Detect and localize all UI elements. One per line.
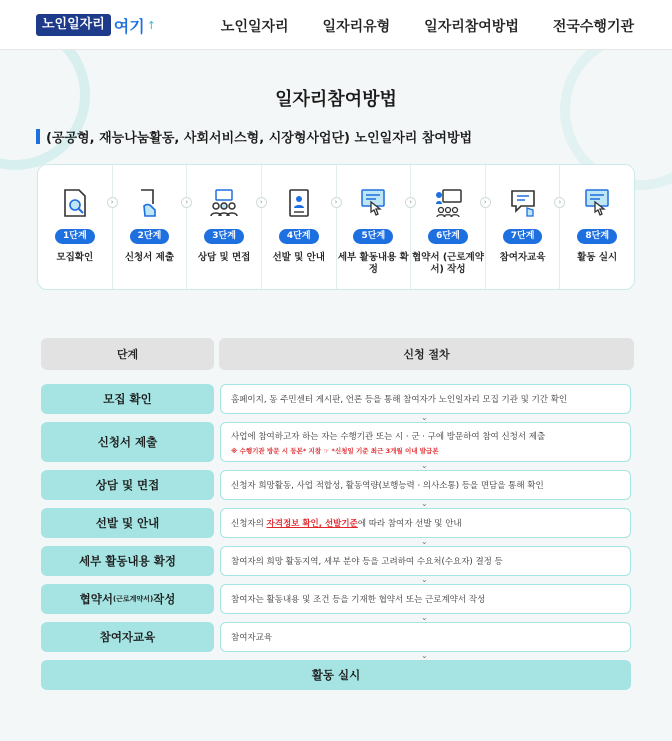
presentation-group-icon [432,187,464,219]
chevron-right-icon: › [405,197,416,208]
row-desc [220,384,631,414]
table-row [41,470,631,508]
step-badge: 8단계 [577,229,617,244]
document-search-icon [59,187,91,219]
chevron-down-icon: ⌄ [421,651,428,660]
section-subtitle [36,127,472,146]
table-row [41,622,631,660]
step-badge: 2단계 [130,229,170,244]
row-desc [220,508,631,538]
chevron-down-icon: ⌄ [421,413,428,422]
table-header [41,338,634,370]
step-badge: 4단계 [279,229,319,244]
step-label: 선발 및 안내 [272,252,325,263]
nav-item-agencies[interactable]: 전국수행기관 [552,19,634,35]
row-desc-text: 참여자의 희망 활동지역, 세부 분야 등을 고려하여 수요처(수요자) 결정 등 [231,557,503,567]
step-strip [37,164,635,290]
id-card-icon [283,187,315,219]
table-row [41,422,631,470]
step-5 [337,165,412,289]
chevron-right-icon: › [107,197,118,208]
site-logo[interactable] [36,13,156,37]
step-badge: 1단계 [55,229,95,244]
table-row [41,508,631,546]
logo-mark: ↑ [146,18,156,32]
click-screen-icon [581,187,613,219]
step-label: 참여자교육 [499,252,546,263]
chevron-right-icon: › [256,197,267,208]
row-desc-text: 홈페이지, 동 주민센터 게시판, 언론 등을 통해 참여자가 노인일자리 모집 기관 및 기간 확인 [231,395,568,405]
row-desc [220,622,631,652]
chevron-down-icon: ⌄ [421,613,428,622]
hand-document-icon [133,187,165,219]
people-meeting-icon [208,187,240,219]
step-4 [262,165,337,289]
chevron-right-icon: › [181,197,192,208]
row-desc [220,422,631,462]
procedure-table [41,384,631,690]
row-label: 모집 확인 [41,384,214,414]
desc-highlight: 자격정보 확인, 선발기준 [266,519,358,529]
nav-item-senior-jobs[interactable]: 노인일자리 [220,19,289,35]
column-header-step: 단계 [41,338,214,370]
row-desc-text: 참여자교육 [231,633,273,643]
step-label: 신청서 제출 [124,252,175,263]
step-badge: 3단계 [204,229,244,244]
step-8 [560,165,634,289]
table-row [41,584,631,622]
step-6 [411,165,486,289]
final-step-activity: 활동 실시 [41,660,631,690]
row-label: 선발 및 안내 [41,508,214,538]
click-screen-icon [357,187,389,219]
step-label: 상담 및 면접 [197,252,251,263]
row-desc-text: 신청자 희망활동, 사업 적합성, 활동역량(보행능력 · 의사소통) 등을 면담을 통해 확인 [231,481,544,491]
row-label [41,584,214,614]
step-3 [187,165,262,289]
row-label: 세부 활동내용 확정 [41,546,214,576]
step-1 [38,165,113,289]
row-desc-text: 참여자는 활동내용 및 조건 등을 기재한 협약서 또는 근로계약서 작성 [231,595,486,605]
desc-text-part: 에 따라 참여자 선발 및 안내 [357,519,462,529]
step-label: 모집확인 [56,252,94,263]
label-part: 작성 [153,592,176,606]
step-2 [113,165,188,289]
main-nav [221,16,634,36]
step-label: 협약서 (근로계약서) 작성 [411,252,484,275]
column-header-procedure: 신청 절차 [219,338,634,370]
row-label: 신청서 제출 [41,422,214,462]
row-note: ※ 수행기관 방문 시 등본* 지참 ☞ *신청일 기준 최근 3개월 이내 발급본 [231,446,439,455]
label-small: (근로계약서) [112,595,154,603]
desc-text-part: 신청자의 [231,519,267,529]
logo-text: 노인일자리 [36,14,111,36]
site-header [0,0,672,50]
table-row [41,384,631,422]
chevron-down-icon: ⌄ [421,499,428,508]
row-desc-text [231,517,620,529]
chevron-down-icon: ⌄ [421,461,428,470]
row-label: 상담 및 면접 [41,470,214,500]
row-desc-text: 사업에 참여하고자 하는 자는 수행기관 또는 시 · 군 · 구에 방문하여 참여 신청서 제출 [231,431,546,442]
step-badge: 7단계 [503,229,543,244]
row-label: 참여자교육 [41,622,214,652]
table-row [41,546,631,584]
nav-item-how-to-join[interactable]: 일자리참여방법 [424,19,519,35]
page-title: 일자리참여방법 [275,89,397,110]
step-badge: 5단계 [353,229,393,244]
row-desc [220,584,631,614]
row-desc [220,546,631,576]
chevron-down-icon: ⌄ [421,537,428,546]
chat-hand-icon [507,187,539,219]
step-7 [486,165,561,289]
chevron-down-icon: ⌄ [421,575,428,584]
logo-accent: 여기 [113,16,145,36]
step-label: 세부 활동내용 확정 [337,252,409,275]
row-desc [220,470,631,500]
chevron-right-icon: › [331,197,342,208]
nav-item-job-types[interactable]: 일자리유형 [322,19,391,35]
title-bar-icon [36,129,40,144]
chevron-right-icon: › [480,197,491,208]
step-label: 활동 실시 [577,252,618,263]
chevron-right-icon: › [554,197,565,208]
section-subtitle-text: (공공형, 재능나눔활동, 사회서비스형, 시장형사업단) 노인일자리 참여방법 [46,131,473,146]
label-part: 협약서 [79,592,113,606]
step-badge: 6단계 [428,229,468,244]
